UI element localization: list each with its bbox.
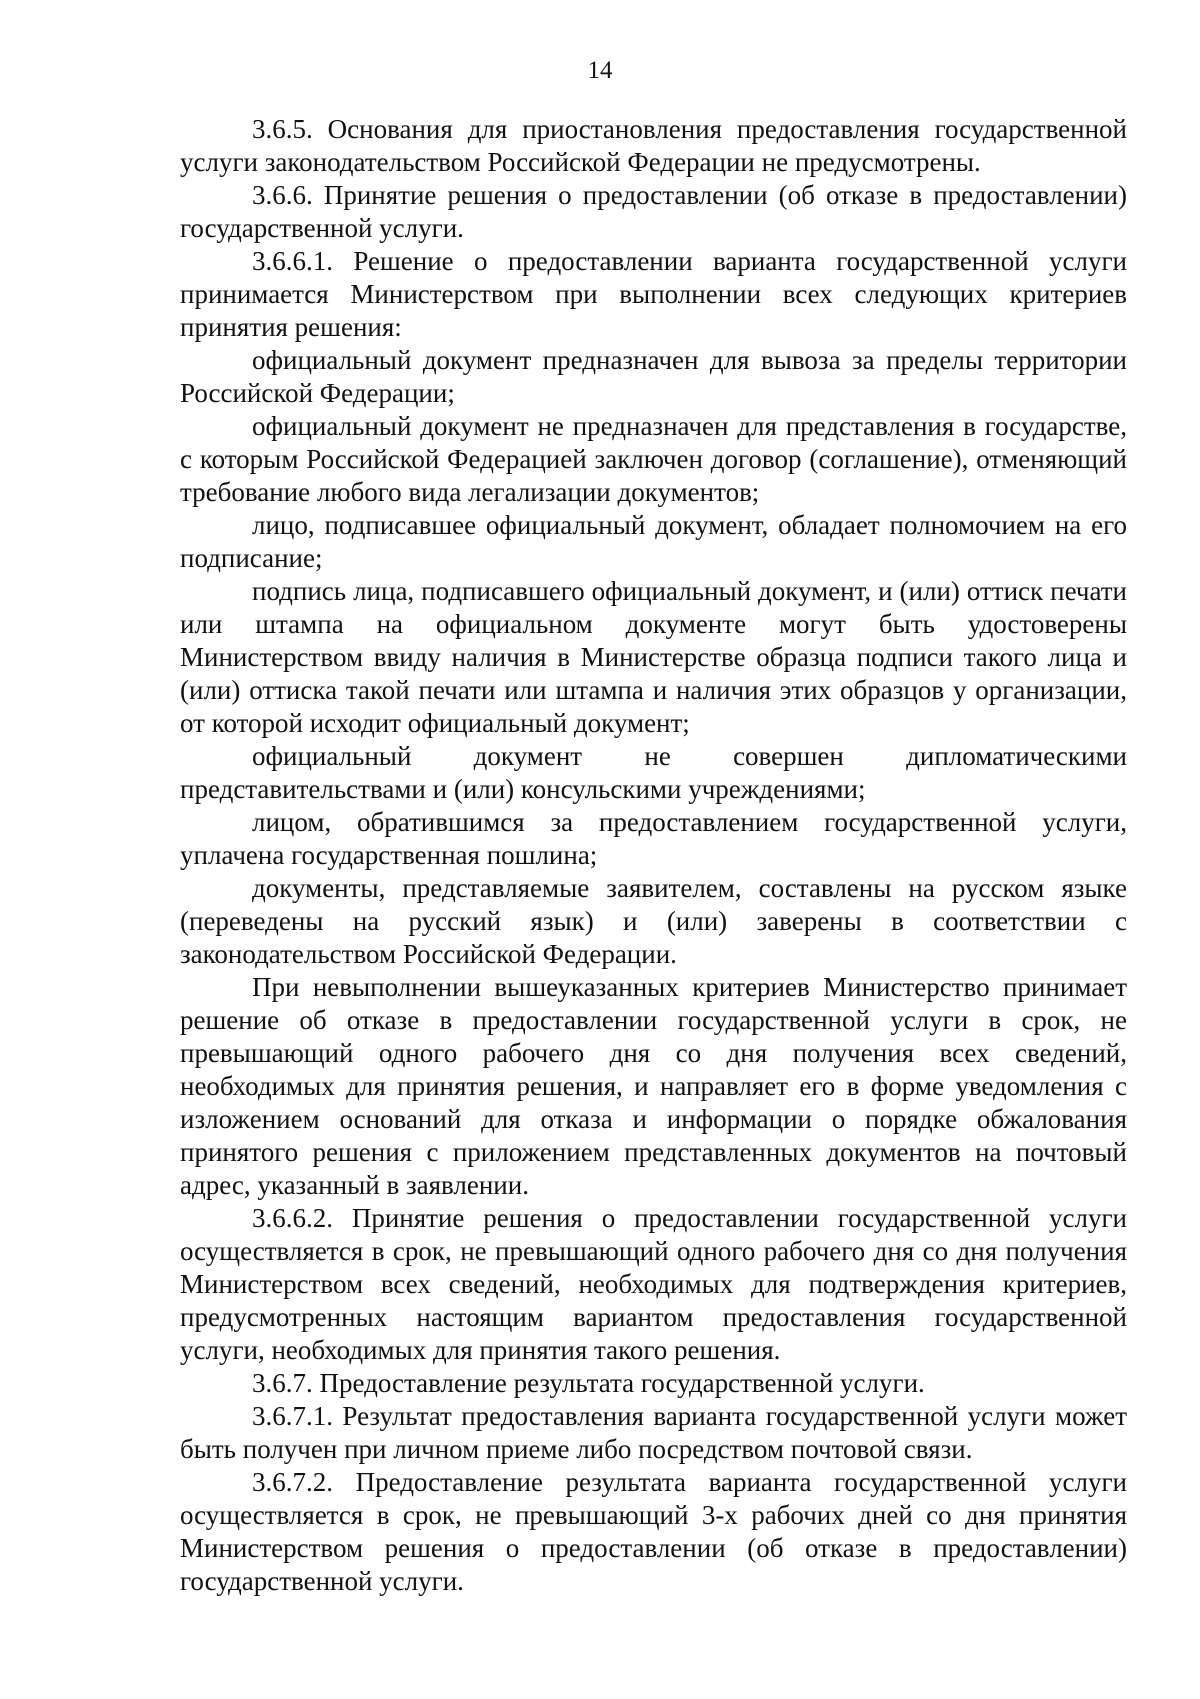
- criterion-fee-paid: лицом, обратившимся за предоставлением государственной услуги, уплачена государственная пошлина;: [180, 807, 1127, 870]
- page-number: 14: [587, 57, 613, 84]
- criterion-signer-authority: лицо, подписавшее официальный документ, обладает полномочием на его подписание;: [180, 510, 1127, 573]
- document-body: [180, 113, 1127, 1598]
- criterion-not-diplomatic: официальный документ не совершен дипломатическими представительствами и (или) консульскими учреждениями;: [180, 741, 1127, 804]
- criterion-signature-sample: подпись лица, подписавшего официальный документ, и (или) оттиск печати или штампа на официальном документе могут быть удостоверены Министерством ввиду наличия в Министерстве образца подписи такого лица и (или) оттиска такой печати или штампа и наличия этих образцов у организации, от которой исходит официальный документ;: [180, 576, 1127, 738]
- criterion-no-legalization-treaty: официальный документ не предназначен для представления в государстве, с которым Российской Федерацией заключен договор (соглашение), отменяющий требование любого вида легализации документов;: [180, 411, 1127, 507]
- paragraph-3-6-7-1: 3.6.7.1. Результат предоставления варианта государственной услуги может быть получен при личном приеме либо посредством почтовой связи.: [180, 1401, 1127, 1464]
- criterion-russian-language: документы, представляемые заявителем, составлены на русском языке (переведены на русский язык) и (или) заверены в соответствии с законодательством Российской Федерации.: [180, 873, 1127, 969]
- paragraph-3-6-6: 3.6.6. Принятие решения о предоставлении (об отказе в предоставлении) государственной услуги.: [180, 180, 1127, 243]
- refusal-paragraph: При невыполнении вышеуказанных критериев Министерство принимает решение об отказе в предоставлении государственной услуги в срок, не превышающий одного рабочего дня со дня получения всех сведений, необходимых для принятия решения, и направляет его в форме уведомления с изложением оснований для отказа и информации о порядке обжалования принятого решения с приложением представленных документов на почтовый адрес, указанный в заявлении.: [180, 972, 1127, 1200]
- paragraph-3-6-7: 3.6.7. Предоставление результата государственной услуги.: [252, 1368, 925, 1398]
- criterion-export: официальный документ предназначен для вывоза за пределы территории Российской Федерации;: [180, 345, 1127, 408]
- paragraph-3-6-7-2: 3.6.7.2. Предоставление результата варианта государственной услуги осуществляется в срок, не превышающий 3-х рабочих дней со дня принятия Министерством решения о предоставлении (об отказе в предоставлении) государственной услуги.: [180, 1467, 1127, 1596]
- paragraph-3-6-6-1: 3.6.6.1. Решение о предоставлении варианта государственной услуги принимается Министерством при выполнении всех следующих критериев принятия решения:: [180, 246, 1127, 342]
- paragraph-3-6-6-2: 3.6.6.2. Принятие решения о предоставлении государственной услуги осуществляется в срок, не превышающий одного рабочего дня со дня получения Министерством всех сведений, необходимых для подтверждения критериев, предусмотренных настоящим вариантом предоставления государственной услуги, необходимых для принятия такого решения.: [180, 1203, 1127, 1365]
- paragraph-3-6-5: 3.6.5. Основания для приостановления предоставления государственной услуги законодательством Российской Федерации не предусмотрены.: [180, 114, 1127, 177]
